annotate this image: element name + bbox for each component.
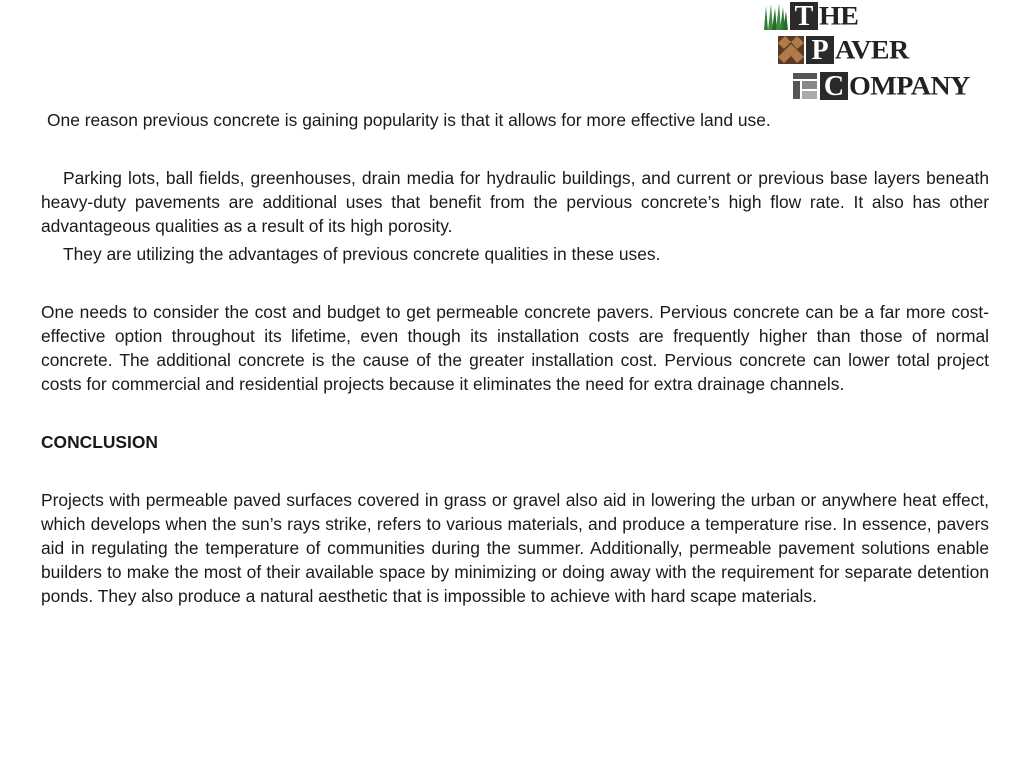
conclusion-heading: CONCLUSION — [41, 432, 158, 452]
cost-paragraph: One needs to consider the cost and budget to get permeable concrete pavers. Pervious concrete can be a far more cost-effective option throughout its lifetime, even though its installation costs are frequently higher than those of normal concrete. The additional concrete is the cause of the greater installation cost. Pervious concrete can lower total project costs for commercial and residential projects because it eliminates the need for extra drainage channels. — [41, 302, 989, 394]
logo-row-paver — [778, 34, 909, 64]
company-logo — [762, 0, 1002, 102]
logo-row-company — [792, 70, 970, 100]
logo-cap-letter: P — [806, 36, 834, 64]
logo-word: AVER — [835, 35, 909, 65]
conclusion-paragraph: Projects with permeable paved surfaces covered in grass or gravel also aid in lowering the urban or anywhere heat effect, which develops when the sun’s rays strike, refers to various materials, and produce a temperature rise. In essence, pavers aid in regulating the temperature of communities during the summer. Additionally, permeable pavement solutions enable builders to make the most of their available space by minimizing or doing away with the requirement for separate detention ponds. They also produce a natural aesthetic that is impossible to achieve with hard scape materials. — [41, 490, 989, 606]
logo-cap-letter: T — [790, 2, 818, 30]
paver-block-icon — [792, 72, 818, 100]
logo-row-the — [762, 0, 858, 30]
logo-cap-letter: C — [820, 72, 848, 100]
brick-pattern-icon — [778, 36, 804, 64]
grass-icon — [762, 2, 788, 30]
logo-word: OMPANY — [849, 71, 970, 101]
logo-word: HE — [819, 1, 859, 31]
intro-paragraph: One reason previous concrete is gaining popularity is that it allows for more effective land use. — [47, 110, 771, 130]
utilizing-paragraph: They are utilizing the advantages of previous concrete qualities in these uses. — [63, 244, 661, 264]
article-body — [41, 108, 989, 608]
uses-paragraph: Parking lots, ball fields, greenhouses, drain media for hydraulic buildings, and current or previous base layers beneath heavy-duty pavements are additional uses that benefit from the pervious concrete’s high flow rate. It also has other advantageous qualities as a result of its high porosity. — [41, 168, 989, 236]
